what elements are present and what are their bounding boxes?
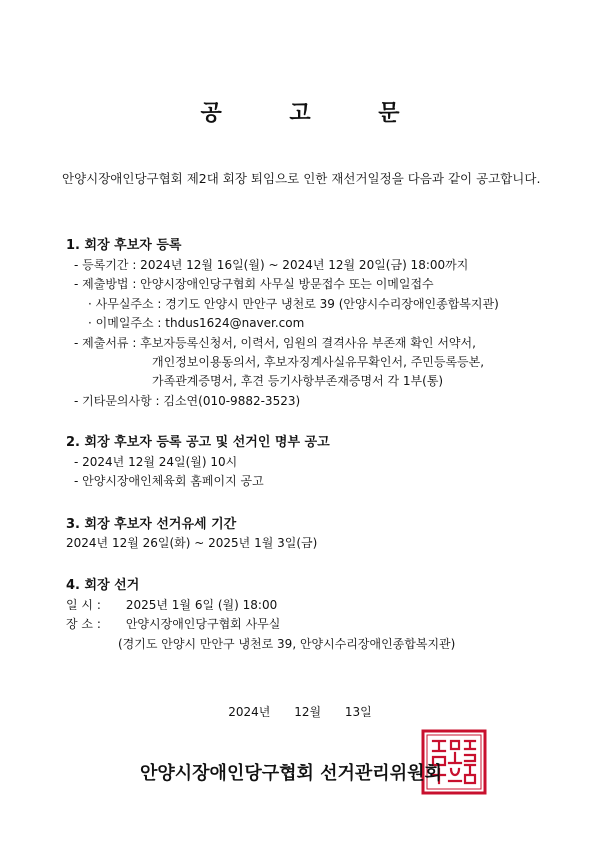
office-address: · 사무실주소 : 경기도 안양시 만안구 냉천로 39 (안양시수리장애인종합복지관): [88, 297, 499, 311]
issue-year: 2024년: [228, 705, 271, 719]
issue-day: 13일: [344, 705, 372, 719]
section1-heading: 1. 회장 후보자 등록: [66, 238, 182, 253]
announcement-place: - 안양시장애인체육회 홈페이지 공고: [74, 474, 264, 488]
documents-line1: - 제출서류 : 후보자등록신청서, 이력서, 임원의 결격사유 부존재 확인 서약서,: [74, 336, 476, 350]
election-date-value: 2025년 1월 6일 (월) 18:00: [125, 598, 278, 612]
section4-heading: 4. 회장 선거: [66, 578, 140, 593]
documents-line2: 개인정보이용동의서, 후보자징계사실유무확인서, 주민등록등본,: [152, 355, 485, 369]
registration-period: - 등록기간 : 2024년 12월 16일(월) ~ 2024년 12월 20일(금) 18:00까지: [74, 258, 469, 272]
issue-month: 12월: [294, 705, 322, 719]
election-place-row: [66, 615, 280, 632]
election-place-label: 장 소 :: [66, 617, 101, 631]
election-place-value: 안양시장애인당구협회 사무실: [125, 617, 281, 631]
email-address: · 이메일주소 : thdus1624@naver.com: [88, 316, 305, 330]
contact-info: - 기타문의사항 : 김소연(010-9882-3523): [74, 394, 301, 408]
issue-date: [0, 703, 600, 720]
section3-heading: 3. 회장 후보자 선거유세 기간: [66, 517, 237, 532]
campaign-period: 2024년 12월 26일(화) ~ 2025년 1월 3일(금): [66, 536, 318, 550]
intro-paragraph: 안양시장애인당구협회 제2대 회장 퇴임으로 인한 재선거일정을 다음과 같이 공고합니다.: [62, 171, 541, 186]
section2-heading: 2. 회장 후보자 등록 공고 및 선거인 명부 공고: [66, 435, 330, 450]
election-date-label: 일 시 :: [66, 598, 101, 612]
documents-line3: 가족관계증명서, 후견 등기사항부존재증명서 각 1부(통): [152, 374, 444, 388]
document-title: 공 고 문: [200, 101, 430, 126]
announcement-date: - 2024년 12월 24일(월) 10시: [74, 455, 238, 469]
submission-method: - 제출방법 : 안양시장애인당구협회 사무실 방문접수 또는 이메일접수: [74, 277, 434, 291]
election-date-row: [66, 596, 277, 613]
election-place-address: (경기도 안양시 만안구 냉천로 39, 안양시수리장애인종합복지관): [118, 637, 456, 651]
issuing-organization: 안양시장애인당구협회 선거관리위원회: [140, 763, 442, 784]
